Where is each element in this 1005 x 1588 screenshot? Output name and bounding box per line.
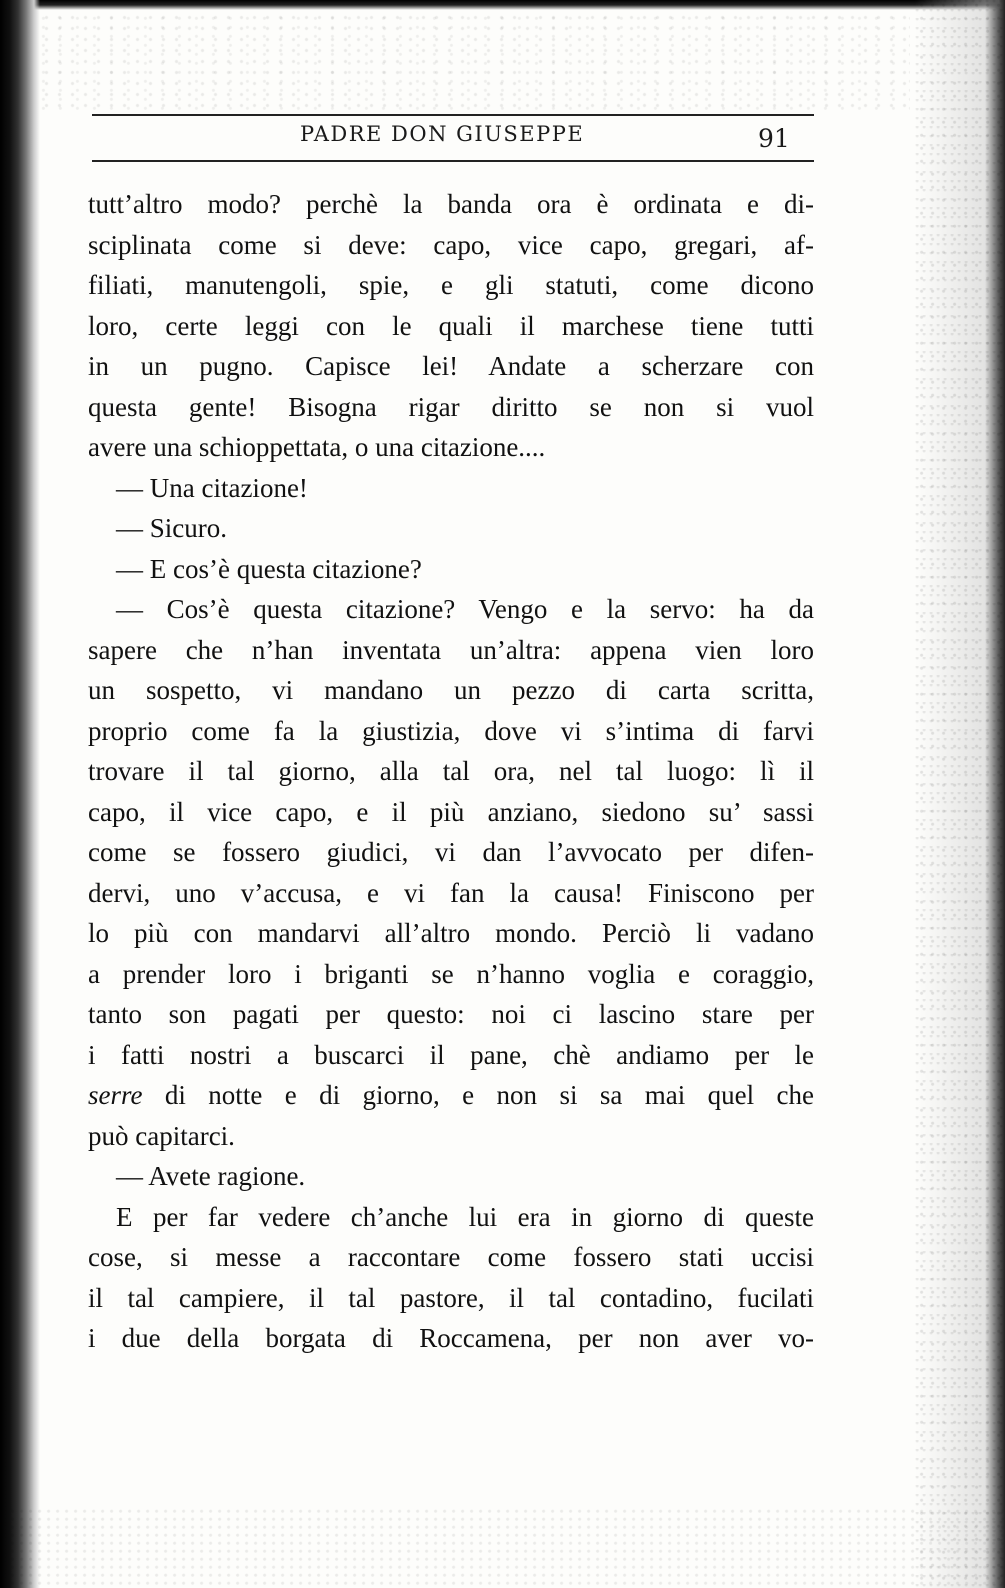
text-line-rest: di notte e di giorno, e non si sa mai quel che	[142, 1080, 814, 1110]
dialogue-line: — E cos’è questa citazione?	[116, 553, 422, 584]
running-title: PADRE DON GIUSEPPE	[300, 122, 585, 146]
header-rule-top	[92, 114, 814, 116]
text-line: può capitarci.	[88, 1120, 235, 1151]
text-line: a prender loro i briganti se n’hanno voglia e coraggio,	[88, 958, 814, 989]
text-line: un sospetto, vi mandano un pezzo di carta scritta,	[88, 675, 814, 705]
italic-word: serre	[88, 1080, 143, 1110]
text-line: i due della borgata di Roccamena, per non aver vo-	[88, 1323, 814, 1353]
body-text	[88, 184, 814, 1359]
text-line-serre	[88, 1075, 814, 1116]
scan-noise-top	[40, 12, 910, 112]
text-line: capo, il vice capo, e il più anziano, siedono su’ sassi	[88, 796, 814, 827]
text-line: come se fossero giudici, vi dan l’avvocato per difen-	[88, 837, 814, 867]
dialogue-line: — Una citazione!	[116, 472, 308, 503]
text-line: filiati, manutengoli, spie, e gli statuti, come dicono	[88, 270, 814, 300]
text-line: sapere che n’han inventata un’altra: appena vien loro	[88, 634, 814, 665]
text-line: questa gente! Bisogna rigar diritto se non si vuol	[88, 391, 814, 422]
text-line: il tal campiere, il tal pastore, il tal contadino, fucilati	[88, 1282, 814, 1313]
text-line: lo più con mandarvi all’altro mondo. Perciò li vadano	[88, 918, 814, 948]
text-line: proprio come fa la giustizia, dove vi s’intima di farvi	[88, 715, 814, 746]
text-line: tutt’altro modo? perchè la banda ora è ordinata e di-	[88, 189, 814, 219]
text-line: i fatti nostri a buscarci il pane, chè andiamo per le	[88, 1039, 814, 1070]
header-rule-bottom	[92, 160, 814, 162]
text-line: in un pugno. Capisce lei! Andate a scherzare con	[88, 351, 814, 381]
dialogue-line: — Sicuro.	[116, 513, 227, 543]
text-line: cose, si messe a raccontare come fossero stati uccisi	[88, 1242, 814, 1272]
text-line: dervi, uno v’accusa, e vi fan la causa! Finiscono per	[88, 877, 814, 908]
scan-edge-top	[0, 0, 1005, 10]
text-line: avere una schioppettata, o una citazione....	[88, 432, 546, 462]
page-number: 91	[758, 124, 790, 153]
text-line: loro, certe leggi con le quali il marchese tiene tutti	[88, 310, 814, 341]
text-line: sciplinata come si deve: capo, vice capo, gregari, af-	[88, 229, 814, 260]
scan-edge-right	[915, 0, 1005, 1588]
scan-noise-bottom	[0, 1508, 1005, 1588]
dialogue-line: — Avete ragione.	[116, 1161, 306, 1191]
text-line: E per far vedere ch’anche lui era in giorno di queste	[116, 1201, 814, 1232]
scan-edge-left	[0, 0, 40, 1588]
dialogue-line: — Cos’è questa citazione? Vengo e la servo: ha da	[116, 594, 814, 624]
text-line: trovare il tal giorno, alla tal ora, nel tal luogo: lì il	[88, 756, 814, 786]
text-line: tanto son pagati per questo: noi ci lascino stare per	[88, 999, 814, 1029]
